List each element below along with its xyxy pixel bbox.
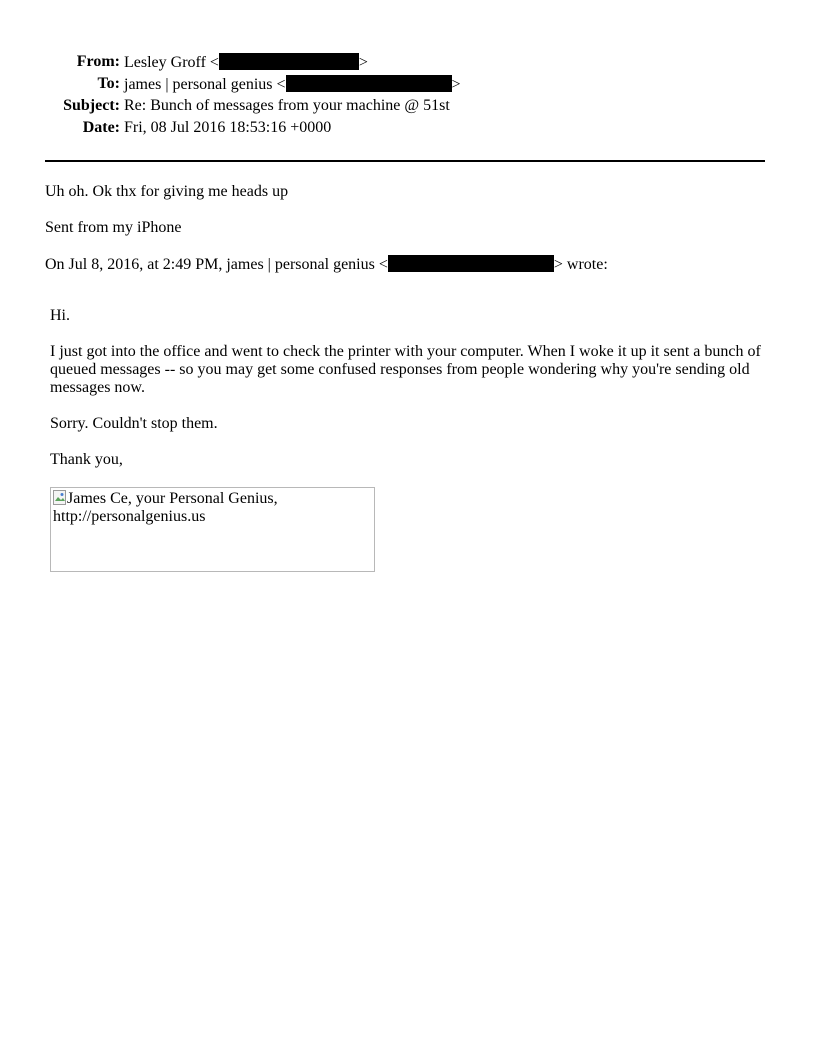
date-label: Date: <box>82 119 120 136</box>
date-value: Fri, 08 Jul 2016 18:53:16 +0000 <box>124 119 332 136</box>
from-row <box>0 53 816 75</box>
signature-alt-text: James Ce, your Personal Genius, http://personalgenius.us <box>53 490 278 525</box>
header-divider <box>45 160 765 162</box>
subject-row <box>0 97 816 119</box>
from-name: Lesley Groff < <box>124 54 219 71</box>
signature-alt-text-block <box>53 490 353 526</box>
broken-image-icon <box>53 490 67 506</box>
sent-from-line: Sent from my iPhone <box>45 219 182 236</box>
quoted-apology <box>50 415 770 433</box>
email-header <box>0 53 816 141</box>
to-label: To: <box>97 75 120 92</box>
to-value <box>124 75 461 94</box>
from-close: > <box>358 54 368 71</box>
redaction-bar <box>219 53 359 70</box>
closing-text: Thank you, <box>50 451 123 468</box>
attribution-line <box>45 255 775 274</box>
subject-label: Subject: <box>63 97 120 114</box>
from-label: From: <box>76 53 120 70</box>
attribution-prefix: On Jul 8, 2016, at 2:49 PM, james | personal genius < <box>45 256 388 273</box>
to-close: > <box>451 76 461 93</box>
greeting-text: Hi. <box>50 307 70 324</box>
to-row <box>0 75 816 97</box>
date-row <box>0 119 816 141</box>
quoted-closing <box>50 451 770 469</box>
from-value <box>124 53 368 72</box>
quoted-greeting <box>50 307 770 325</box>
reply-line: Uh oh. Ok thx for giving me heads up <box>45 183 289 200</box>
to-name: james | personal genius < <box>124 76 286 93</box>
redaction-bar <box>286 75 452 92</box>
apology-text: Sorry. Couldn't stop them. <box>50 415 218 432</box>
subject-value: Re: Bunch of messages from your machine @ 51st <box>124 97 450 114</box>
quoted-paragraph <box>50 343 770 397</box>
attribution-suffix: > wrote: <box>553 256 608 273</box>
redaction-bar <box>388 255 554 272</box>
paragraph-text: I just got into the office and went to check the printer with your computer. When I woke it up it sent a bunch of queued messages -- so you may get some confused responses from people wondering why you're sending old messages now. <box>50 343 761 396</box>
signature-image[interactable] <box>50 487 375 572</box>
